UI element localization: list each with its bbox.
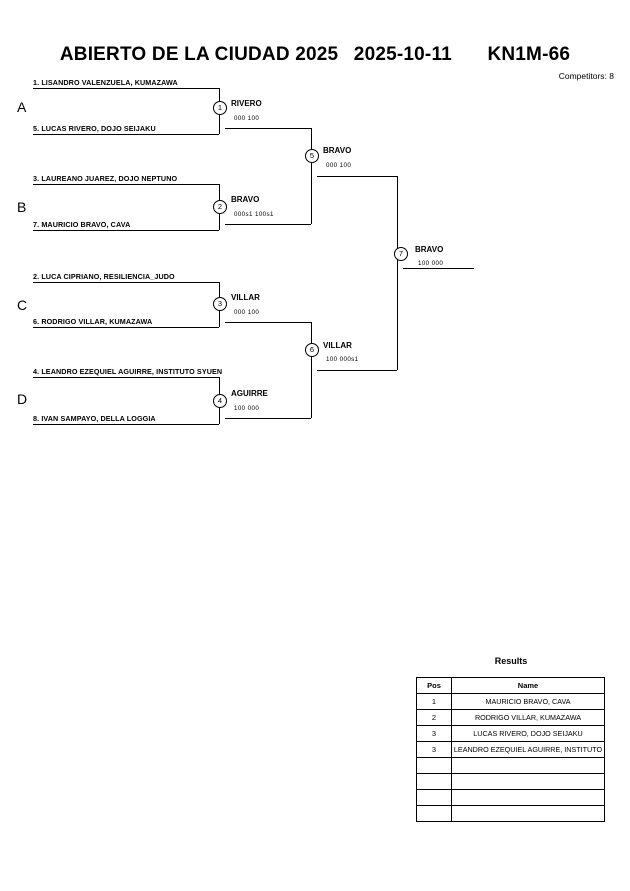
- match-number-6[interactable]: 6: [305, 343, 319, 357]
- category-code: KN1M-66: [487, 44, 571, 65]
- match-2-score: 000s1 100s1: [234, 211, 274, 218]
- table-row: [417, 790, 605, 806]
- competitor-7-name: LEANDRO EZEQUIEL AGUIRRE, INSTITUTO SYUEN: [41, 367, 223, 376]
- line-competitor-7: [33, 377, 219, 378]
- match-2-winner-name: BRAVO: [231, 195, 260, 204]
- group-label-d: D: [17, 391, 28, 407]
- competitor-8-name: IVAN SAMPAYO, DELLA LOGGIA: [41, 414, 156, 423]
- match-4-winner-name: AGUIRRE: [231, 389, 268, 398]
- result-name-4: LEANDRO EZEQUIEL AGUIRRE, INSTITUTO: [452, 742, 605, 758]
- competitor-1: [33, 78, 178, 87]
- match-number-4[interactable]: 4: [213, 394, 227, 408]
- match-1-winner-name: RIVERO: [231, 99, 262, 108]
- result-name-5: [452, 758, 605, 774]
- competitors-count: Competitors: 8: [558, 71, 614, 81]
- competitor-4-name: MAURICIO BRAVO, CAVA: [41, 220, 131, 229]
- group-label-a: A: [17, 99, 27, 115]
- line-match-6-winner: [317, 370, 397, 371]
- connector-match-7: [397, 176, 398, 370]
- competitor-6: [33, 317, 152, 326]
- competitor-3: [33, 174, 177, 183]
- line-match-3-winner: [225, 322, 311, 323]
- competitor-6-name: RODRIGO VILLAR, KUMAZAWA: [41, 317, 153, 326]
- connector-match-5: [311, 128, 312, 224]
- match-3-score: 000 100: [234, 309, 260, 316]
- competitor-1-name: LISANDRO VALENZUELA, KUMAZAWA: [41, 78, 178, 87]
- line-match-7-winner: [403, 268, 474, 269]
- match-1-score: 000 100: [234, 115, 260, 122]
- connector-match-6: [311, 322, 312, 418]
- column-header-name: Name: [452, 678, 605, 694]
- result-name-1: MAURICIO BRAVO, CAVA: [452, 694, 605, 710]
- table-header-row: [417, 678, 605, 694]
- competitor-6-seed: 6.: [33, 317, 40, 326]
- result-pos-2: 2: [417, 710, 452, 726]
- line-competitor-3: [33, 184, 219, 185]
- result-name-7: [452, 790, 605, 806]
- competitor-4-seed: 7.: [33, 220, 40, 229]
- line-competitor-5: [33, 282, 219, 283]
- results-title: Results: [494, 656, 528, 666]
- group-label-b: B: [17, 199, 27, 215]
- line-match-4-winner: [225, 418, 311, 419]
- result-pos-6: [417, 774, 452, 790]
- result-name-6: [452, 774, 605, 790]
- competitor-5-seed: 2.: [33, 272, 40, 281]
- competitor-5-name: LUCA CIPRIANO, RESILIENCIA_JUDO: [41, 272, 175, 281]
- tournament-date: 2025-10-11: [353, 44, 452, 65]
- competitor-7: [33, 367, 222, 376]
- result-pos-4: 3: [417, 742, 452, 758]
- match-6-score: 100 000s1: [326, 356, 359, 363]
- line-competitor-1: [33, 88, 219, 89]
- line-match-2-winner: [225, 224, 311, 225]
- result-name-3: LUCAS RIVERO, DOJO SEIJAKU: [452, 726, 605, 742]
- competitor-3-seed: 3.: [33, 174, 40, 183]
- match-number-1[interactable]: 1: [213, 101, 227, 115]
- group-label-c: C: [17, 297, 28, 313]
- competitor-2: [33, 124, 156, 133]
- competitor-3-name: LAUREANO JUAREZ, DOJO NEPTUNO: [41, 174, 178, 183]
- result-pos-1: 1: [417, 694, 452, 710]
- tournament-name: ABIERTO DE LA CIUDAD 2025: [59, 44, 339, 65]
- competitor-7-seed: 4.: [33, 367, 40, 376]
- result-name-8: [452, 806, 605, 822]
- match-5-winner-name: BRAVO: [323, 146, 352, 155]
- competitor-8: [33, 414, 156, 423]
- result-pos-8: [417, 806, 452, 822]
- match-5-score: 000 100: [326, 162, 352, 169]
- match-4-score: 100 000: [234, 405, 260, 412]
- competitor-2-name: LUCAS RIVERO, DOJO SEIJAKU: [41, 124, 156, 133]
- match-number-3[interactable]: 3: [213, 297, 227, 311]
- competitor-5: [33, 272, 175, 281]
- line-competitor-6: [33, 327, 219, 328]
- line-competitor-2: [33, 134, 219, 135]
- line-competitor-8: [33, 424, 219, 425]
- match-7-winner-name: BRAVO: [415, 245, 444, 254]
- match-number-5[interactable]: 5: [305, 149, 319, 163]
- result-pos-5: [417, 758, 452, 774]
- competitor-1-seed: 1.: [33, 78, 40, 87]
- match-3-winner-name: VILLAR: [231, 293, 260, 302]
- table-row: [417, 710, 605, 726]
- competitor-2-seed: 5.: [33, 124, 40, 133]
- match-6-winner-name: VILLAR: [323, 341, 352, 350]
- table-row: [417, 806, 605, 822]
- line-match-1-winner: [225, 128, 311, 129]
- competitor-4: [33, 220, 130, 229]
- result-pos-3: 3: [417, 726, 452, 742]
- table-row: [417, 758, 605, 774]
- result-pos-7: [417, 790, 452, 806]
- match-7-score: 100 000: [418, 260, 444, 267]
- match-number-7[interactable]: 7: [394, 247, 408, 261]
- line-competitor-4: [33, 230, 219, 231]
- table-row: [417, 694, 605, 710]
- results-table: [416, 677, 605, 822]
- column-header-pos: Pos: [417, 678, 452, 694]
- result-name-2: RODRIGO VILLAR, KUMAZAWA: [452, 710, 605, 726]
- table-row: [417, 774, 605, 790]
- table-row: [417, 726, 605, 742]
- table-row: [417, 742, 605, 758]
- line-match-5-winner: [317, 176, 397, 177]
- competitor-8-seed: 8.: [33, 414, 40, 423]
- match-number-2[interactable]: 2: [213, 200, 227, 214]
